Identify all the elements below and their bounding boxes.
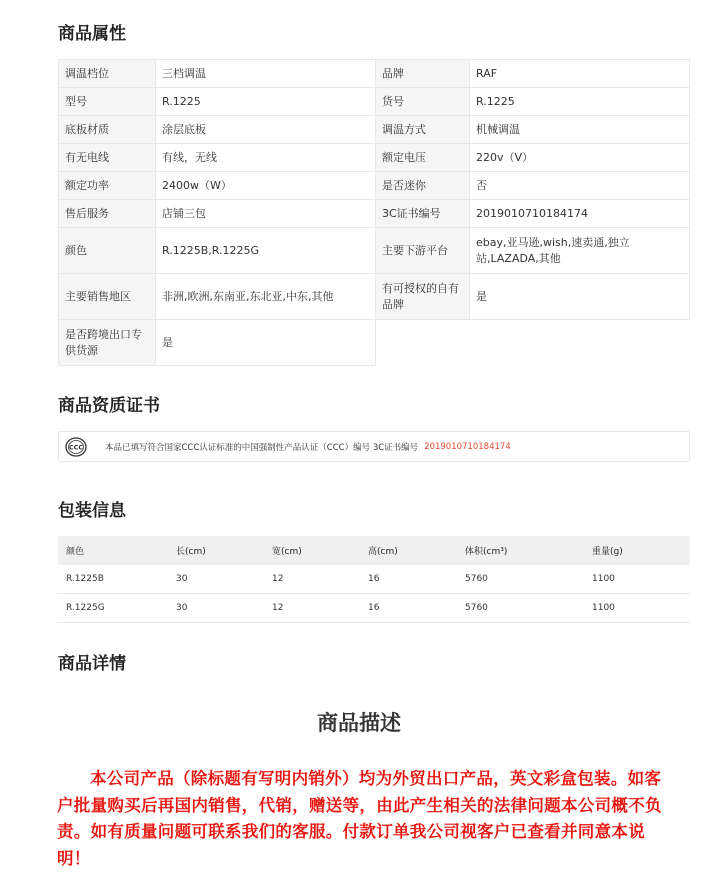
svg-text:CCC: CCC bbox=[68, 443, 84, 451]
attr-value: 非洲,欧洲,东南亚,东北亚,中东,其他 bbox=[156, 274, 376, 320]
attr-key: 额定电压 bbox=[376, 144, 470, 172]
attr-key: 是否迷你 bbox=[376, 172, 470, 200]
attr-key: 调温档位 bbox=[59, 60, 156, 88]
table-cell: 16 bbox=[360, 565, 457, 594]
attr-value: R.1225B,R.1225G bbox=[156, 228, 376, 274]
table-row bbox=[58, 594, 690, 623]
table-row bbox=[59, 60, 690, 88]
table-cell: 1100 bbox=[584, 565, 690, 594]
table-cell: R.1225B bbox=[58, 565, 168, 594]
attr-value: 是 bbox=[470, 274, 690, 320]
attributes-title: 商品属性 bbox=[58, 24, 126, 44]
attr-key: 有可授权的自有品牌 bbox=[376, 274, 470, 320]
attr-value: 2019010710184174 bbox=[470, 200, 690, 228]
certificate-number: 2019010710184174 bbox=[424, 441, 511, 452]
table-cell: 30 bbox=[168, 594, 264, 623]
certificate-title: 商品资质证书 bbox=[58, 396, 160, 416]
attr-key: 颜色 bbox=[59, 228, 156, 274]
column-header: 体积(cm³) bbox=[457, 536, 584, 565]
attr-value: 三档调温 bbox=[156, 60, 376, 88]
attr-value: 否 bbox=[470, 172, 690, 200]
attributes-table bbox=[58, 59, 690, 366]
attr-value: 2400w（W） bbox=[156, 172, 376, 200]
attr-key: 调温方式 bbox=[376, 116, 470, 144]
certificate-text: 本品已填写符合国家CCC认证标准的中国强制性产品认证（CCC）编号 3C证书编号 bbox=[105, 442, 419, 453]
table-cell: 5760 bbox=[457, 594, 584, 623]
empty-cell bbox=[470, 320, 690, 366]
table-cell: 1100 bbox=[584, 594, 690, 623]
column-header: 长(cm) bbox=[168, 536, 264, 565]
column-header: 高(cm) bbox=[360, 536, 457, 565]
attr-key: 主要销售地区 bbox=[59, 274, 156, 320]
attr-value: ebay,亚马逊,wish,速卖通,独立站,LAZADA,其他 bbox=[470, 228, 690, 274]
table-row bbox=[59, 200, 690, 228]
table-cell: 12 bbox=[264, 565, 360, 594]
notice-text: 本公司产品（除标题有写明内销外）均为外贸出口产品，英文彩盒包装。如客户批量购买后再国内销售，代销，赠送等，由此产生相关的法律问题本公司概不负责。如有质量问题可联系我们的客服。付款订单我公司视客户已查看并同意本说明！ bbox=[57, 769, 662, 868]
table-row bbox=[59, 172, 690, 200]
attr-key: 3C证书编号 bbox=[376, 200, 470, 228]
description-heading: 商品描述 bbox=[317, 711, 401, 735]
attr-value: 涂层底板 bbox=[156, 116, 376, 144]
table-row bbox=[58, 565, 690, 594]
table-cell: 5760 bbox=[457, 565, 584, 594]
table-row bbox=[59, 116, 690, 144]
ccc-icon bbox=[65, 436, 87, 458]
attr-value: 220v（V） bbox=[470, 144, 690, 172]
attr-key: 额定功率 bbox=[59, 172, 156, 200]
attr-key: 售后服务 bbox=[59, 200, 156, 228]
attr-key: 有无电线 bbox=[59, 144, 156, 172]
attr-key: 品牌 bbox=[376, 60, 470, 88]
table-row bbox=[59, 144, 690, 172]
table-row bbox=[59, 320, 690, 366]
table-cell: R.1225G bbox=[58, 594, 168, 623]
attr-value: R.1225 bbox=[156, 88, 376, 116]
attr-value: 店铺三包 bbox=[156, 200, 376, 228]
attr-value: R.1225 bbox=[470, 88, 690, 116]
table-cell: 30 bbox=[168, 565, 264, 594]
certificate-box bbox=[58, 431, 690, 462]
table-header-row bbox=[58, 536, 690, 565]
table-cell: 16 bbox=[360, 594, 457, 623]
column-header: 重量(g) bbox=[584, 536, 690, 565]
column-header: 宽(cm) bbox=[264, 536, 360, 565]
attr-key: 是否跨境出口专供货源 bbox=[59, 320, 156, 366]
column-header: 颜色 bbox=[58, 536, 168, 565]
attr-value: 有线，无线 bbox=[156, 144, 376, 172]
table-cell: 12 bbox=[264, 594, 360, 623]
attr-key: 主要下游平台 bbox=[376, 228, 470, 274]
package-table bbox=[58, 536, 690, 623]
attr-value: RAF bbox=[470, 60, 690, 88]
attr-value: 机械调温 bbox=[470, 116, 690, 144]
table-row bbox=[59, 228, 690, 274]
empty-cell bbox=[376, 320, 470, 366]
details-title: 商品详情 bbox=[58, 654, 126, 674]
attr-value: 是 bbox=[156, 320, 376, 366]
attr-key: 底板材质 bbox=[59, 116, 156, 144]
package-title: 包装信息 bbox=[58, 501, 126, 521]
attr-key: 货号 bbox=[376, 88, 470, 116]
table-row bbox=[59, 88, 690, 116]
table-row bbox=[59, 274, 690, 320]
attr-key: 型号 bbox=[59, 88, 156, 116]
